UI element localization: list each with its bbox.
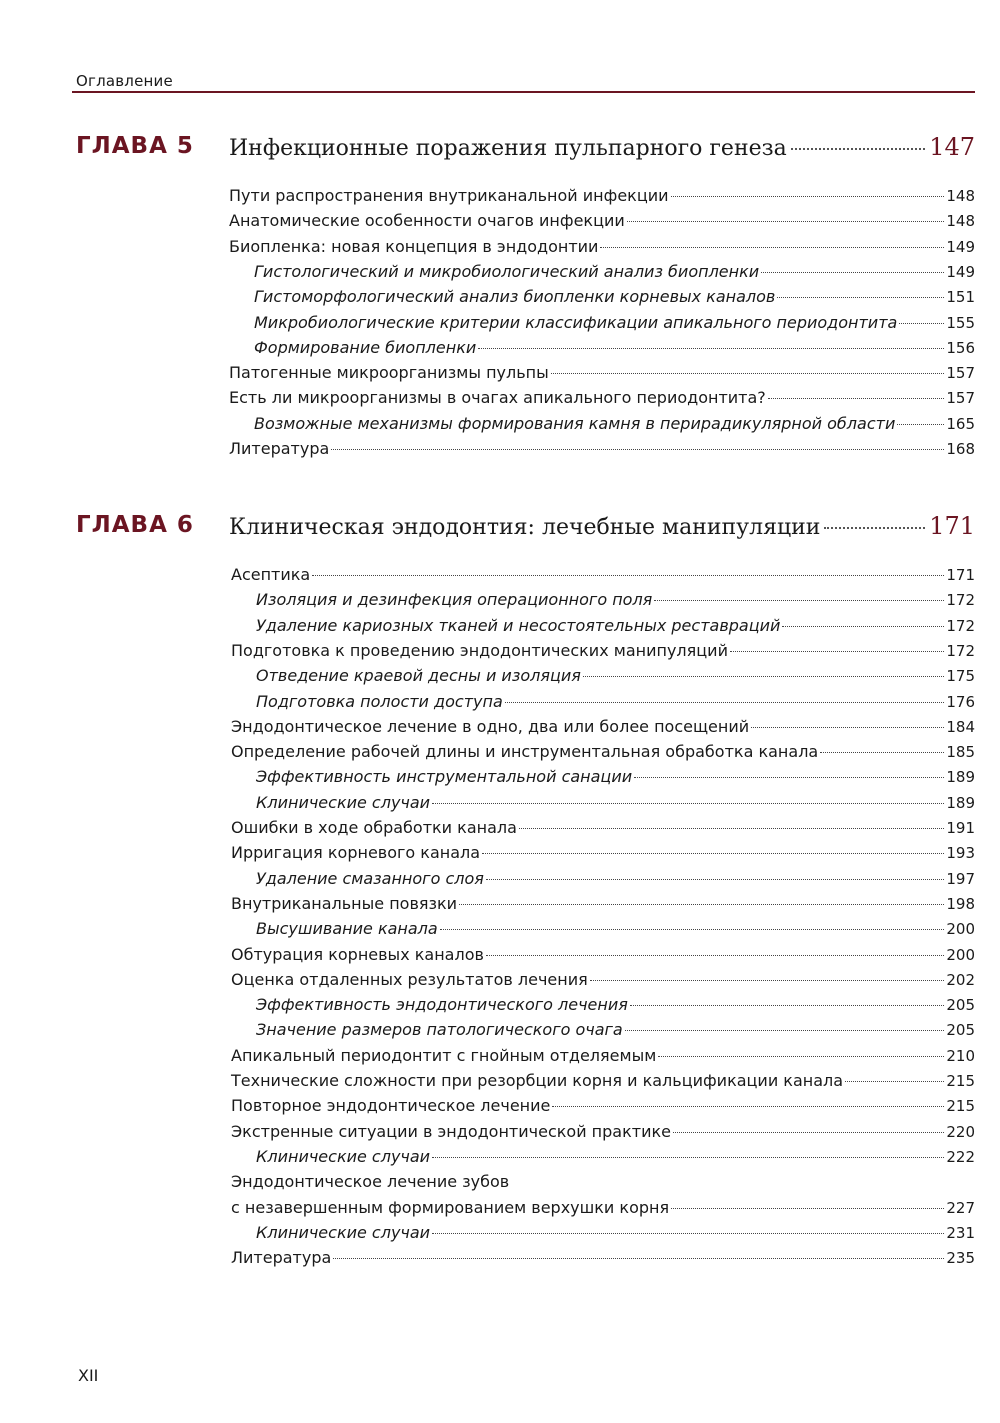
toc-entry[interactable] [254, 287, 975, 311]
leader-dots [899, 323, 944, 324]
toc-entry-title: Экстренные ситуации в эндодонтической практике [231, 1121, 671, 1141]
toc-entry-title: Литература [229, 439, 330, 458]
toc-entry-title: Есть ли микроорганизмы в очагах апикального периодонтита? [229, 388, 766, 408]
toc-entry[interactable] [256, 1223, 975, 1247]
toc-entry-page: 157 [946, 364, 975, 383]
leader-dots [791, 148, 925, 150]
chapter-title: Клиническая эндодонтия: лечебные манипуляции [229, 515, 821, 540]
toc-entry-title: Гистоморфологический анализ биопленки корневых каналов [254, 287, 776, 307]
toc-entry[interactable] [254, 262, 975, 286]
toc-entry-page: 151 [946, 288, 975, 307]
toc-entry[interactable] [231, 1248, 975, 1272]
toc-entry-page: 176 [946, 692, 975, 711]
toc-entry-page: 175 [946, 667, 975, 686]
leader-dots [590, 980, 945, 981]
leader-dots [432, 1157, 944, 1158]
toc-entry-page: 227 [946, 1198, 975, 1217]
toc-entry[interactable] [229, 186, 975, 210]
toc-entry-title: Изоляция и дезинфекция операционного поля [256, 590, 653, 610]
leader-dots [432, 1233, 944, 1234]
header-rule [72, 91, 975, 93]
leader-dots [552, 1106, 944, 1107]
toc-entry[interactable] [256, 995, 975, 1019]
toc-entry-page: 149 [946, 237, 975, 256]
toc-entry-page: 148 [946, 212, 975, 231]
leader-dots [777, 297, 944, 298]
toc-entry[interactable] [229, 439, 975, 463]
leader-dots [761, 272, 944, 273]
toc-entry[interactable] [231, 742, 975, 766]
toc-entry[interactable] [231, 970, 975, 994]
toc-entry-page: 148 [946, 187, 975, 205]
toc-entry-page: 157 [946, 389, 975, 408]
toc-entry-title: Микробиологические критерии классификации апикального периодонтита [254, 312, 898, 332]
chapter-label: ГЛАВА 6 [76, 512, 194, 538]
chapter-title-line[interactable] [229, 512, 975, 540]
toc-entry-page: 197 [946, 869, 975, 888]
toc-entry-page: 222 [946, 1147, 975, 1166]
toc-entry-page: 156 [946, 338, 975, 357]
toc-entry-title: Высушивание канала [256, 919, 438, 939]
leader-dots [600, 247, 944, 248]
leader-dots [768, 398, 945, 399]
toc-entry-page: 200 [946, 945, 975, 964]
toc-entry-title: Подготовка полости доступа [256, 691, 503, 711]
toc-entry[interactable] [256, 1020, 975, 1044]
chapter-page: 147 [929, 133, 975, 161]
toc-entry[interactable] [231, 1096, 975, 1120]
toc-entry[interactable] [231, 1122, 975, 1146]
toc-entry-title: Эндодонтическое лечение зубов [231, 1172, 510, 1192]
leader-dots [482, 853, 944, 854]
toc-entry-title: Клинические случаи [256, 1222, 431, 1242]
toc-entry-page: 210 [946, 1046, 975, 1065]
leader-dots [551, 373, 945, 374]
toc-entry[interactable] [231, 1046, 975, 1070]
leader-dots [671, 196, 945, 197]
toc-entry-page: 205 [946, 1021, 975, 1040]
toc-entry[interactable] [256, 767, 975, 791]
toc-entry-title: Анатомические особенности очагов инфекции [229, 211, 625, 231]
leader-dots [630, 1005, 944, 1006]
toc-entry-page: 198 [946, 894, 975, 913]
toc-entry-title: Оценка отдаленных результатов лечения [231, 969, 588, 989]
toc-entry-title: Обтурация корневых каналов [231, 944, 484, 964]
toc-entry-page: 200 [946, 920, 975, 939]
leader-dots [897, 424, 944, 425]
leader-dots [583, 676, 944, 677]
toc-entry[interactable] [229, 211, 975, 235]
toc-entry[interactable] [256, 692, 975, 716]
toc-entry-page: 172 [946, 591, 975, 610]
toc-entry[interactable] [256, 590, 975, 614]
toc-entry-title: Литература [231, 1248, 332, 1268]
toc-entry-title: Клинические случаи [256, 792, 431, 812]
toc-entry-page: 172 [946, 616, 975, 635]
toc-entry[interactable] [256, 919, 975, 943]
toc-entry[interactable] [231, 717, 975, 741]
running-head: Оглавление [76, 72, 173, 90]
toc-entry-title: Удаление смазанного слоя [256, 868, 484, 888]
leader-dots [333, 1258, 944, 1259]
leader-dots [505, 702, 945, 703]
toc-entry[interactable] [231, 843, 975, 867]
toc-entry-page: 193 [946, 844, 975, 863]
toc-entry[interactable] [231, 894, 975, 918]
toc-entry-title: Повторное эндодонтическое лечение [231, 1096, 551, 1116]
leader-dots [486, 879, 944, 880]
toc-entry-page: 191 [946, 819, 975, 837]
toc-entry-page: 215 [946, 1072, 975, 1090]
leader-dots [625, 1030, 945, 1031]
toc-entry[interactable] [254, 414, 975, 438]
leader-dots [673, 1132, 944, 1133]
leader-dots [519, 828, 944, 829]
toc-entry[interactable] [231, 641, 975, 665]
toc-entry-title: Патогенные микроорганизмы пульпы [229, 363, 549, 383]
leader-dots [627, 221, 945, 222]
toc-entry-title: Эффективность инструментальной санации [256, 767, 633, 787]
chapter-title-line[interactable] [229, 133, 975, 161]
toc-entry[interactable] [231, 945, 975, 969]
leader-dots [440, 929, 945, 930]
toc-entry-title: Возможные механизмы формирования камня в перирадикулярной области [254, 413, 896, 433]
toc-entry-page: 205 [946, 996, 975, 1015]
leader-dots [671, 1208, 944, 1209]
toc-entry-title: Внутриканальные повязки [231, 893, 458, 913]
toc-entry[interactable] [256, 793, 975, 817]
chapter-label: ГЛАВА 5 [76, 133, 194, 159]
toc-entry-page: 165 [946, 414, 975, 433]
page-folio: XII [78, 1366, 99, 1385]
toc-entry-title: Определение рабочей длины и инструментальная обработка канала [231, 742, 819, 762]
leader-dots [820, 752, 944, 753]
toc-entry-title: Клинические случаи [256, 1146, 431, 1166]
toc-entry-title: Технические сложности при резорбции корня и кальцификации канала [231, 1071, 844, 1090]
toc-entry[interactable] [254, 338, 975, 362]
toc-entry[interactable] [256, 1147, 975, 1171]
toc-entry-page: 185 [946, 743, 975, 762]
toc-entry-page: 235 [946, 1249, 975, 1268]
toc-entry[interactable] [256, 869, 975, 893]
leader-dots [782, 626, 944, 627]
leader-dots [459, 904, 944, 905]
toc-entry-title: Эффективность эндодонтического лечения [256, 995, 628, 1015]
toc-entry[interactable] [256, 666, 975, 690]
toc-entry[interactable] [254, 313, 975, 337]
toc-entry-page: 172 [946, 641, 975, 660]
leader-dots [751, 727, 944, 728]
toc-entry-page: 149 [946, 262, 975, 281]
toc-entry-page: 202 [946, 970, 975, 989]
chapter-page: 171 [929, 512, 975, 540]
toc-entry-title: Подготовка к проведению эндодонтических манипуляций [231, 640, 728, 660]
leader-dots [845, 1081, 944, 1082]
toc-entry[interactable] [231, 1172, 975, 1196]
toc-entry-page: 215 [946, 1097, 975, 1116]
toc-entry-title: Удаление кариозных тканей и несостоятельных реставраций [256, 615, 781, 635]
toc-entry[interactable] [231, 818, 975, 842]
toc-entry-page: 168 [946, 440, 975, 458]
leader-dots [432, 803, 944, 804]
toc-entry-title: Ирригация корневого канала [231, 843, 481, 863]
toc-entry[interactable] [231, 1198, 975, 1222]
toc-entry-page: 189 [946, 793, 975, 812]
toc-entry-title: с незавершенным формированием верхушки корня [231, 1197, 670, 1217]
toc-entry-page: 220 [946, 1122, 975, 1141]
toc-entry[interactable] [231, 1071, 975, 1095]
toc-entry-title: Асептика [231, 565, 311, 584]
toc-entry-page: 184 [946, 717, 975, 736]
toc-entry-title: Отведение краевой десны и изоляция [256, 666, 581, 686]
toc-entry-title: Гистологический и микробиологический анализ биопленки [254, 261, 760, 281]
toc-entry[interactable] [231, 565, 975, 589]
toc-entry-page: 189 [946, 768, 975, 787]
toc-entry-page: 155 [946, 313, 975, 332]
leader-dots [824, 527, 925, 529]
toc-entry-title: Формирование биопленки [254, 337, 477, 357]
toc-entry[interactable] [229, 237, 975, 261]
toc-entry-title: Апикальный периодонтит с гнойным отделяемым [231, 1045, 657, 1065]
leader-dots [486, 955, 944, 956]
leader-dots [478, 348, 944, 349]
leader-dots [654, 600, 944, 601]
leader-dots [634, 777, 944, 778]
chapter-title: Инфекционные поражения пульпарного генеза [229, 136, 787, 161]
leader-dots [730, 651, 944, 652]
toc-entry[interactable] [229, 388, 975, 412]
toc-entry-title: Биопленка: новая концепция в эндодонтии [229, 236, 599, 256]
leader-dots [331, 449, 944, 450]
toc-entry-page: 171 [946, 566, 975, 584]
toc-entry-title: Пути распространения внутриканальной инфекции [229, 186, 669, 205]
toc-entry[interactable] [256, 616, 975, 640]
leader-dots [658, 1056, 944, 1057]
toc-entry-title: Эндодонтическое лечение в одно, два или более посещений [231, 716, 750, 736]
leader-dots [312, 575, 944, 576]
toc-entry-page: 231 [946, 1223, 975, 1242]
toc-entry-title: Значение размеров патологического очага [256, 1020, 623, 1040]
toc-entry-title: Ошибки в ходе обработки канала [231, 818, 517, 837]
toc-entry[interactable] [229, 363, 975, 387]
